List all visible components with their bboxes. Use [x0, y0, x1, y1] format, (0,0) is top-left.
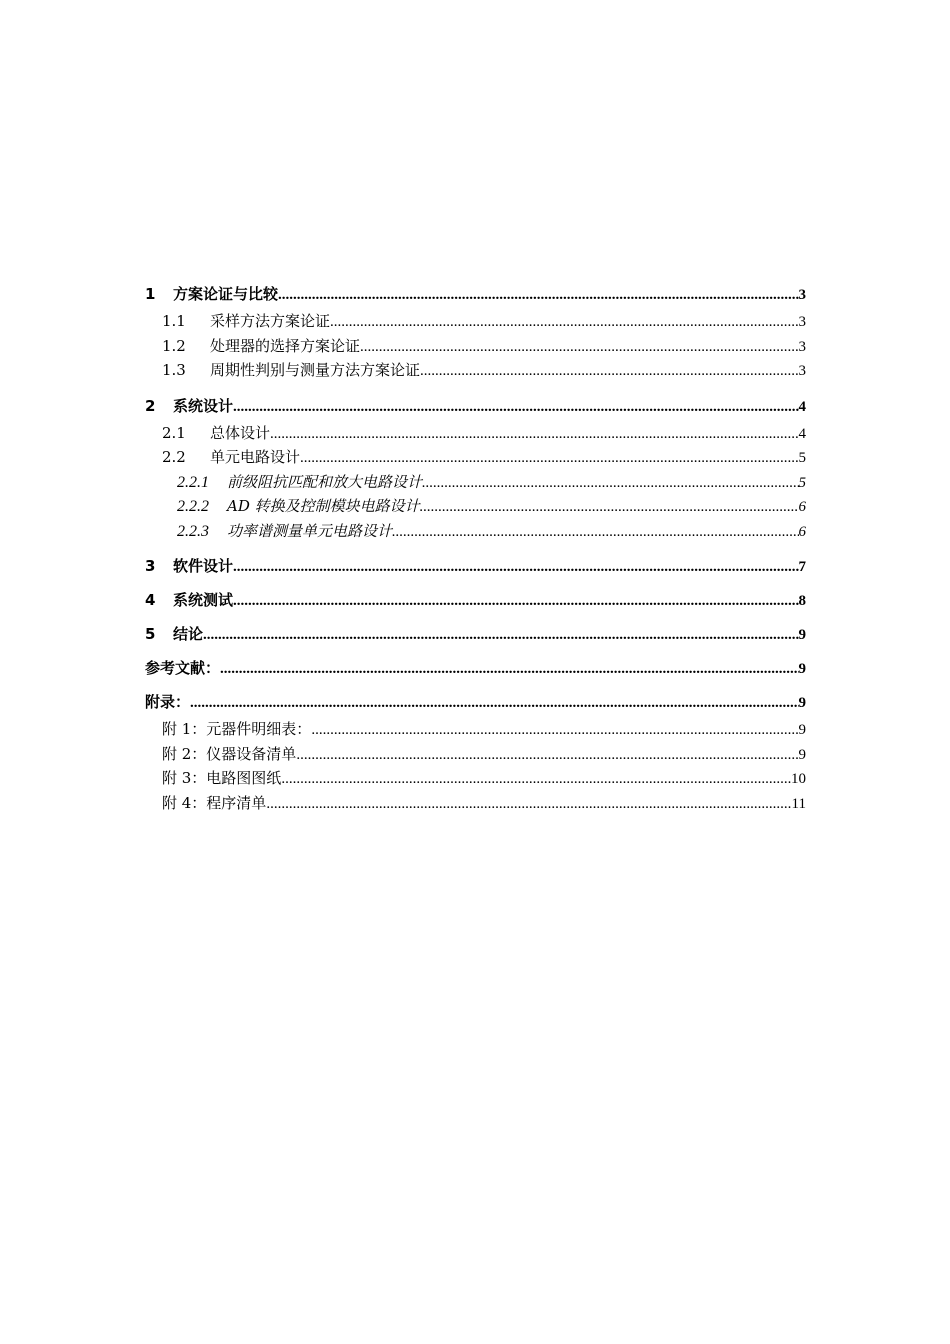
toc-entry-page: 3: [798, 287, 806, 303]
toc-entry-number: 2: [145, 396, 156, 415]
toc-entry[interactable]: [145, 555, 806, 577]
toc-entry[interactable]: [145, 309, 806, 334]
toc-entry-number: 1: [145, 285, 156, 303]
toc-entry-title: 附 3：电路图图纸: [162, 769, 282, 787]
toc-entry[interactable]: [145, 657, 806, 679]
toc-entry-title: 处理器的选择方案论证: [210, 336, 361, 355]
toc-entry-page: 9: [798, 627, 806, 643]
toc-entry-page: 5: [798, 474, 806, 491]
toc-entry-title: 附 4：程序清单: [162, 793, 267, 812]
toc-entry-page: 9: [798, 722, 806, 738]
toc-entry-title: 周期性判别与测量方法方案论证: [210, 361, 421, 379]
dot-leader: [220, 658, 798, 680]
toc-entry[interactable]: [145, 421, 806, 446]
dot-leader: [296, 743, 798, 768]
toc-entry[interactable]: [145, 334, 806, 359]
toc-entry-page: 5: [798, 450, 806, 466]
toc-entry-title: 结论: [173, 625, 204, 643]
toc-entry-page: 9: [798, 746, 806, 763]
toc-entry-page: 7: [798, 559, 806, 575]
toc-entry-page: 9: [798, 695, 806, 711]
toc-entry-title: 总体设计: [210, 423, 271, 442]
toc-entry-page: 4: [798, 398, 806, 415]
toc-entry[interactable]: [145, 494, 806, 519]
dot-leader: [190, 692, 798, 714]
toc-entry-title: 附 2：仪器设备清单: [162, 744, 297, 763]
table-of-contents: [145, 283, 806, 815]
toc-entry-number: 2.2.3: [177, 522, 209, 540]
dot-leader: [300, 446, 798, 471]
toc-entry-page: 11: [791, 795, 806, 812]
toc-entry-number: 2.2.1: [177, 473, 209, 491]
toc-entry[interactable]: [145, 717, 806, 742]
toc-entry[interactable]: [145, 742, 806, 767]
toc-entry-page: 4: [798, 425, 806, 442]
dot-leader: [420, 495, 799, 520]
toc-entry-title: AD 转换及控制模块电路设计: [227, 497, 420, 515]
toc-entry-number: 1.1: [162, 312, 186, 330]
toc-entry-number: 4: [145, 591, 156, 609]
toc-entry[interactable]: [145, 445, 806, 470]
toc-entry-title: 方案论证与比较: [173, 285, 279, 303]
toc-entry-title: 系统测试: [173, 591, 234, 609]
dot-leader: [330, 310, 798, 335]
toc-entry-title: 前级阻抗匹配和放大电路设计: [227, 472, 423, 491]
toc-entry-title: 功率谱测量单元电路设计: [227, 521, 393, 540]
dot-leader: [360, 335, 798, 360]
toc-entry[interactable]: [145, 470, 806, 495]
toc-entry-number: 2.2: [162, 448, 186, 466]
toc-entry[interactable]: [145, 519, 806, 544]
toc-entry-number: 5: [145, 625, 156, 643]
toc-entry-number: 1.3: [162, 361, 186, 379]
dot-leader: [278, 284, 798, 306]
toc-entry[interactable]: [145, 766, 806, 791]
toc-entry-title: 采样方法方案论证: [210, 312, 331, 330]
toc-entry-title: 系统设计: [173, 396, 234, 415]
dot-leader: [233, 396, 798, 418]
toc-entry[interactable]: [145, 395, 806, 417]
toc-entry-page: 3: [798, 363, 806, 379]
toc-entry-number: 2.1: [162, 423, 186, 442]
toc-entry-page: 8: [798, 593, 806, 609]
dot-leader: [270, 422, 798, 447]
toc-entry-title: 单元电路设计: [210, 448, 301, 466]
toc-entry-title: 附录：: [145, 693, 191, 711]
toc-entry[interactable]: [145, 791, 806, 816]
dot-leader: [233, 556, 798, 578]
toc-entry-page: 3: [798, 314, 806, 330]
toc-entry-title: 参考文献：: [145, 659, 221, 677]
toc-entry-number: 1.2: [162, 336, 186, 355]
toc-entry-number: 3: [145, 557, 156, 575]
toc-entry[interactable]: [145, 589, 806, 611]
toc-entry-page: 3: [798, 338, 806, 355]
dot-leader: [392, 520, 798, 545]
toc-entry-page: 6: [798, 523, 806, 540]
toc-entry-page: 9: [798, 661, 806, 677]
dot-leader: [266, 792, 791, 817]
dot-leader: [422, 471, 798, 496]
toc-entry-page: 6: [798, 499, 806, 515]
dot-leader: [203, 624, 798, 646]
dot-leader: [233, 590, 798, 612]
dot-leader: [311, 718, 798, 743]
toc-entry-title: 附 1：元器件明细表：: [162, 720, 312, 738]
dot-leader: [281, 767, 791, 792]
toc-entry[interactable]: [145, 358, 806, 383]
toc-entry-page: 10: [791, 771, 806, 787]
toc-entry-number: 2.2.2: [177, 498, 209, 515]
toc-entry[interactable]: [145, 283, 806, 305]
toc-entry[interactable]: [145, 691, 806, 713]
toc-entry-title: 软件设计: [173, 557, 234, 575]
toc-entry[interactable]: [145, 623, 806, 645]
dot-leader: [420, 359, 798, 384]
